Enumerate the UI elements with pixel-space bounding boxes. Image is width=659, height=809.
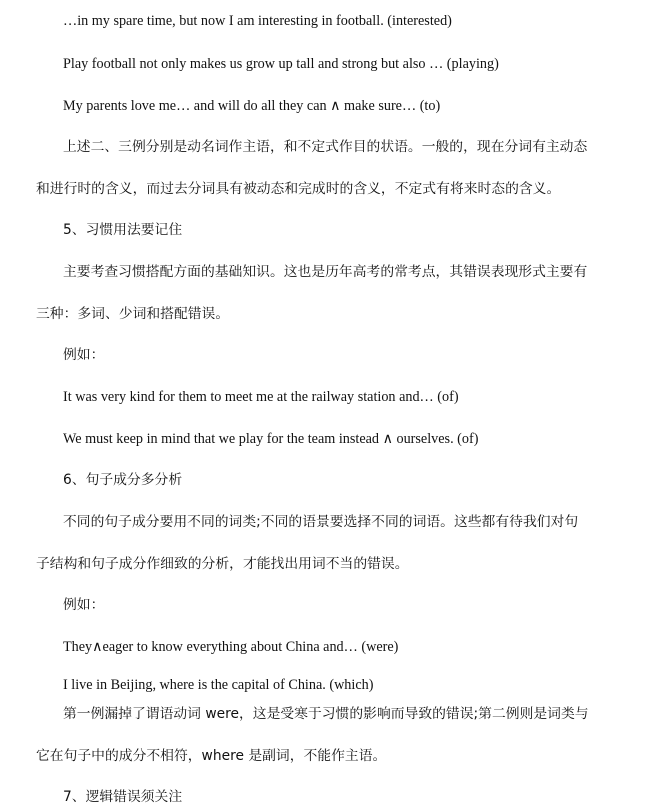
section-heading-5: 5、习惯用法要记住 [63,222,183,238]
section-6-paragraph-line-2: 子结构和句子成分作细致的分析，才能找出用词不当的错误。 [36,556,409,572]
section-5-paragraph-line-2: 三种：多词、少词和搭配错误。 [36,306,230,322]
example-sentence-were: They∧eager to know everything about China and… (were) [63,639,399,655]
example-label-1: 例如： [63,347,105,363]
section-6-paragraph-line-1: 不同的句子成分要用不同的词类;不同的语景要选择不同的词语。这些都有待我们对句 [63,514,579,530]
example-sentence-which: I live in Beijing, where is the capital of China. (which) [63,677,374,693]
example-sentence-interested: …in my spare time, but now I am interesting in football. (interested) [63,13,452,29]
example-sentence-of-2: We must keep in mind that we play for the team instead ∧ ourselves. (of) [63,431,479,447]
example-sentence-playing: Play football not only makes us grow up tall and strong but also … (playing) [63,56,499,72]
section-heading-6: 6、句子成分多分析 [63,472,183,488]
example-sentence-of-1: It was very kind for them to meet me at the railway station and… (of) [63,389,459,405]
analysis-paragraph-line-2: 它在句子中的成分不相符，where 是副词，不能作主语。 [36,748,387,764]
example-label-2: 例如： [63,597,105,613]
explanation-paragraph-line-1: 上述二、三例分别是动名词作主语，和不定式作目的状语。一般的，现在分词有主动态 [63,139,588,155]
analysis-paragraph-line-1: 第一例漏掉了谓语动词 were，这是受寒于习惯的影响而导致的错误;第二例则是词类与 [63,706,589,722]
section-heading-7: 7、逻辑错误须关注 [63,789,183,805]
example-sentence-to: My parents love me… and will do all they can ∧ make sure… (to) [63,98,441,114]
section-5-paragraph-line-1: 主要考查习惯搭配方面的基础知识。这也是历年高考的常考点，其错误表现形式主要有 [63,264,588,280]
explanation-paragraph-line-2: 和进行时的含义，而过去分词具有被动态和完成时的含义，不定式有将来时态的含义。 [36,181,561,197]
